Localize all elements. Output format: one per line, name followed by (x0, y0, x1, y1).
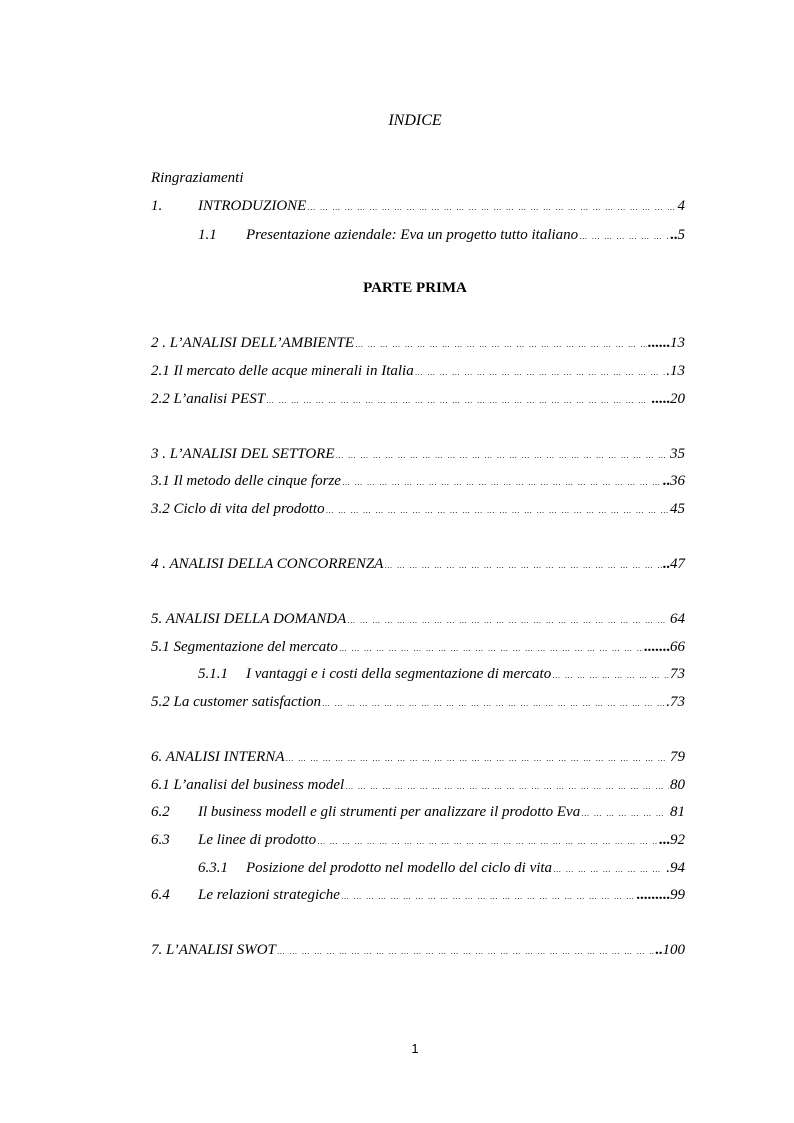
toc-entry-page: 13 (670, 363, 685, 379)
toc-entry-label: 7. L’ANALISI SWOT (151, 942, 276, 958)
toc-entry-label: INTRODUZIONE (198, 198, 307, 214)
toc-entry-label: 6. ANALISI INTERNA (151, 749, 285, 765)
toc-entry-page: 20 (670, 391, 685, 407)
toc-entry-mercato-acque[interactable] (151, 361, 685, 381)
toc-entry-concorrenza[interactable] (151, 554, 685, 574)
toc-entry-label: 3 . L’ANALISI DEL SETTORE (151, 446, 335, 462)
toc-entry-page: 80 (670, 777, 685, 793)
toc-entry-label: 2 . L’ANALISI DELL’AMBIENTE (151, 335, 355, 351)
toc-entry-analisi-pest[interactable] (151, 389, 685, 409)
toc-entry-analisi-ambiente[interactable] (151, 333, 685, 353)
toc-leader-dots (341, 887, 635, 907)
toc-leader-dots (326, 501, 669, 521)
toc-entry-label: 6.1 L’analisi del business model (151, 777, 345, 793)
toc-entry-relazioni-strategiche[interactable] (151, 885, 685, 905)
toc-entry-page: 66 (670, 639, 685, 655)
toc-entry-linee-prodotto[interactable] (151, 830, 685, 850)
toc-entry-page: 79 (670, 749, 685, 765)
toc-entry-vantaggi-costi[interactable] (198, 664, 685, 684)
toc-entry-analisi-interna[interactable] (151, 747, 685, 767)
toc-leader-dots (322, 694, 665, 714)
toc-entry-label: 3.1 Il metodo delle cinque forze (151, 473, 341, 489)
part-title: PARTE PRIMA (363, 280, 467, 296)
toc-entry-label: I vantaggi e i costi della segmentazione di mercato (246, 666, 552, 682)
toc-entry-posizione-prodotto[interactable] (198, 858, 685, 878)
toc-leader-dots (579, 227, 669, 247)
toc-entry-number: 6.2 (151, 804, 170, 820)
toc-leader-dots (266, 391, 650, 411)
toc-entry-lead: .. (662, 473, 670, 489)
toc-entry-page: 73 (670, 666, 685, 682)
toc-entry-page: 99 (670, 887, 685, 903)
toc-entry-lead: .. (655, 942, 663, 958)
toc-leader-dots (277, 942, 654, 962)
toc-entry-label: Presentazione aziendale: Eva un progetto tutto italiano (246, 227, 579, 243)
toc-entry-label: Le linee di prodotto (198, 832, 317, 848)
toc-entry-page: 5 (677, 227, 685, 243)
toc-entry-label: Le relazioni strategiche (198, 887, 340, 903)
toc-leader-dots (317, 832, 658, 852)
toc-leader-dots (342, 473, 662, 493)
toc-leader-dots (285, 749, 669, 769)
page-title: INDICE (388, 112, 442, 129)
toc-entry-analisi-settore[interactable] (151, 444, 685, 464)
toc-entry-business-model[interactable] (151, 775, 685, 795)
toc-entry-page: 13 (670, 335, 685, 351)
toc-entry-label: Il business modell e gli strumenti per analizzare il prodotto Eva (198, 804, 581, 820)
toc-entry-page: 45 (670, 501, 685, 517)
toc-entry-page: 94 (670, 860, 685, 876)
toc-entry-number: 6.4 (151, 887, 170, 903)
toc-entry-customer-satisfaction[interactable] (151, 692, 685, 712)
toc-entry-page: 64 (670, 611, 685, 627)
toc-entry-page: 81 (670, 804, 685, 820)
toc-entry-business-modell-strumenti[interactable] (151, 802, 685, 822)
toc-entry-domanda[interactable] (151, 609, 685, 629)
toc-entry-page: 35 (670, 446, 685, 462)
toc-entry-label: Posizione del prodotto nel modello del ciclo di vita (246, 860, 553, 876)
toc-leader-dots (345, 777, 669, 797)
toc-entry-lead: . (666, 363, 670, 379)
toc-entry-label: 5.1 Segmentazione del mercato (151, 639, 338, 655)
toc-entry-number: 6.3 (151, 832, 170, 848)
toc-entry-label: 3.2 Ciclo di vita del prodotto (151, 501, 325, 517)
toc-entry-lead: .. (670, 227, 678, 243)
toc-leader-dots (415, 363, 666, 383)
toc-leader-dots (552, 666, 669, 686)
toc-entry-analisi-swot[interactable] (151, 940, 685, 960)
toc-entry-page: 4 (677, 198, 685, 214)
toc-leader-dots (553, 860, 665, 880)
page-number: 1 (411, 1041, 419, 1056)
toc-entry-lead: .. (662, 556, 670, 572)
toc-leader-dots (336, 446, 670, 466)
toc-entry-ciclo-vita[interactable] (151, 499, 685, 519)
toc-entry-segmentazione[interactable] (151, 637, 685, 657)
toc-entry-page: 100 (662, 942, 685, 958)
toc-leader-dots (307, 198, 676, 218)
toc-entry-lead: ..... (651, 391, 670, 407)
toc-entry-page: 36 (670, 473, 685, 489)
toc-entry-number: 1. (151, 198, 163, 214)
toc-entry-cinque-forze[interactable] (151, 471, 685, 491)
toc-entry-page: 92 (670, 832, 685, 848)
toc-entry-lead: . (666, 694, 670, 710)
toc-entry-introduzione[interactable] (151, 196, 685, 216)
toc-entry-label: 5.2 La customer satisfaction (151, 694, 322, 710)
toc-entry-lead: ... (658, 832, 670, 848)
toc-entry-label: 5. ANALISI DELLA DOMANDA (151, 611, 347, 627)
toc-entry-number: 1.1 (198, 227, 217, 243)
toc-leader-dots (355, 335, 646, 355)
toc-entry-label: 4 . ANALISI DELLA CONCORRENZA (151, 556, 384, 572)
toc-leader-dots (347, 611, 669, 631)
toc-entry-presentazione-aziendale[interactable] (198, 225, 685, 245)
toc-leader-dots (384, 556, 661, 576)
toc-entry-lead: ...... (647, 335, 670, 351)
toc-entry-number: 6.3.1 (198, 860, 228, 876)
toc-entry-page: 47 (670, 556, 685, 572)
toc-entry-lead: ......... (636, 887, 670, 903)
toc-entry-number: 5.1.1 (198, 666, 228, 682)
toc-entry-lead: . (666, 860, 670, 876)
toc-entry-lead: ....... (643, 639, 670, 655)
toc-entry-page: 73 (670, 694, 685, 710)
toc-leader-dots (339, 639, 643, 659)
toc-entry-label: 2.2 L’analisi PEST (151, 391, 266, 407)
toc-entry-label: 2.1 Il mercato delle acque minerali in Italia (151, 363, 414, 379)
toc-acknowledgements[interactable]: Ringraziamenti (151, 170, 244, 186)
toc-leader-dots (581, 804, 669, 824)
